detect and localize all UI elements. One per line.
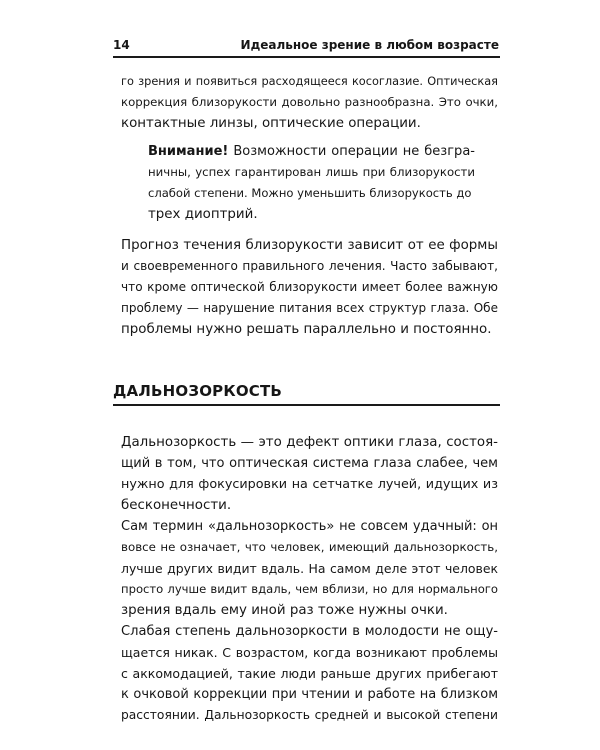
text-line: просто лучше видит вдаль, чем вблизи, но для нормального xyxy=(121,582,498,596)
page-number: 14 xyxy=(113,38,130,52)
paragraph-3 xyxy=(121,432,498,516)
text-line: лучше других видит вдаль. На самом деле этот человек xyxy=(121,561,498,576)
text-line: и своевременного правильного лечения. Часто забывают, xyxy=(121,259,498,273)
text-line: Слабая степень дальнозоркости в молодости не ощу- xyxy=(121,624,498,639)
text-line xyxy=(148,141,475,162)
paragraph-5 xyxy=(121,621,498,726)
text-line: бесконечности. xyxy=(121,498,232,513)
paragraph-1 xyxy=(121,71,498,134)
text-line: ничны, успех гарантирован лишь при близорукости xyxy=(148,165,475,179)
text-line: вовсе не означает, что человек, имеющий дальнозоркость, xyxy=(121,540,498,554)
text-line: Дальнозоркость — это дефект оптики глаза, состоя- xyxy=(121,435,498,450)
text-line: слабой степени. Можно уменьшить близорукость до xyxy=(148,186,472,200)
text-line: что кроме оптической близорукости имеет более важную xyxy=(121,280,498,294)
text-line: нужно для фокусировки на сетчатке лучей, идущих из xyxy=(121,477,498,492)
header-rule xyxy=(113,56,500,58)
attention-note xyxy=(148,141,475,225)
text-line: Сам термин «дальнозоркость» не совсем удачный: он xyxy=(121,519,498,534)
text-line: к очковой коррекции при чтении и работе на близком xyxy=(121,687,498,702)
text-line: щий в том, что оптическая система глаза слабее, чем xyxy=(121,456,498,471)
paragraph-4 xyxy=(121,516,498,621)
running-header xyxy=(113,38,499,56)
text-line: щается никак. С возрастом, когда возникают проблемы xyxy=(121,645,498,660)
paragraph-2 xyxy=(121,235,498,340)
running-title: Идеальное зрение в любом возрасте xyxy=(240,38,499,52)
text-line: контактные линзы, оптические операции. xyxy=(121,116,421,131)
text-line: Прогноз течения близорукости зависит от ее формы xyxy=(121,238,498,253)
text-line: зрения вдаль ему иной раз тоже нужны очки. xyxy=(121,603,448,618)
note-label: Внимание! xyxy=(148,144,229,159)
text-line: трех диоптрий. xyxy=(148,207,258,222)
text-line: го зрения и появиться расходящееся косоглазие. Оптическая xyxy=(121,74,498,88)
text-line: расстоянии. Дальнозоркость средней и высокой степени xyxy=(121,708,498,722)
text-line: проблемы нужно решать параллельно и постоянно. xyxy=(121,322,492,337)
text-line: с аккомодацией, такие люди раньше других прибегают xyxy=(121,666,498,681)
text-line: проблему — нарушение питания всех структур глаза. Обе xyxy=(121,301,498,315)
text-line: коррекция близорукости довольно разнообразна. Это очки, xyxy=(121,95,498,109)
section-heading: ДАЛЬНОЗОРКОСТЬ xyxy=(113,382,283,400)
note-text: Возможности операции не безгра- xyxy=(233,144,475,159)
section-rule xyxy=(113,404,500,406)
